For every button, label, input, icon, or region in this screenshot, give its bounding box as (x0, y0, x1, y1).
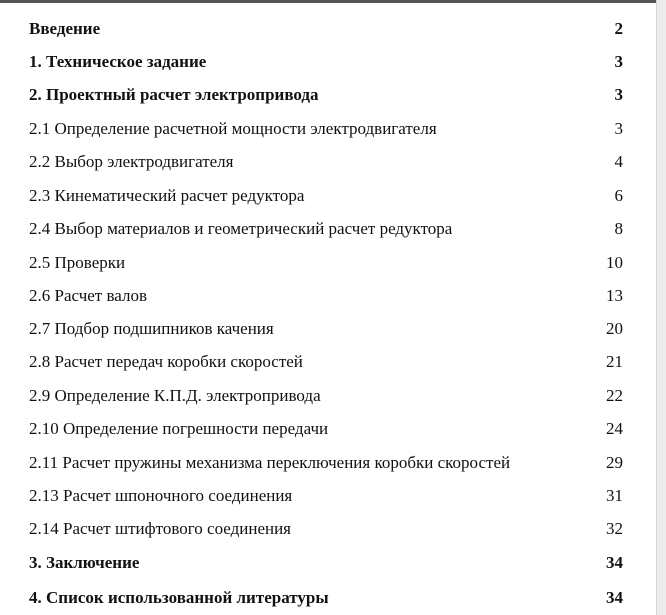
toc-entry-page: 20 (606, 319, 623, 338)
toc-entry[interactable] (29, 450, 623, 476)
toc-entry-title: 4. Список использованной литературы (29, 588, 329, 607)
toc-entry[interactable] (29, 82, 623, 108)
toc-entry[interactable] (29, 416, 623, 442)
toc-entry-title: 2. Проектный расчет электропривода (29, 85, 319, 104)
toc-entry[interactable] (29, 183, 623, 209)
toc-entry[interactable] (29, 316, 623, 342)
toc-entry-title: 2.13 Расчет шпоночного соединения (29, 486, 293, 505)
toc-entry-title: 2.1 Определение расчетной мощности электродвигателя (29, 119, 437, 138)
toc-entry-page: 21 (606, 352, 623, 371)
toc-entry-page: 8 (614, 219, 623, 238)
toc-entry-page: 34 (606, 588, 623, 607)
toc-entry-page: 13 (606, 286, 623, 305)
toc-entry-title: 2.10 Определение погрешности передачи (29, 419, 329, 438)
toc-entry[interactable] (29, 550, 623, 576)
toc-entry[interactable] (29, 250, 623, 276)
toc-entry-page: 24 (606, 419, 623, 438)
toc-entry-page: 3 (614, 52, 623, 71)
toc-entry-title: 2.14 Расчет штифтового соединения (29, 519, 292, 538)
toc-entry-page: 31 (606, 486, 623, 505)
toc-entry[interactable] (29, 283, 623, 309)
toc-entry-page: 10 (606, 253, 623, 272)
toc-entry-title: 3. Заключение (29, 553, 140, 572)
toc-entry[interactable] (29, 349, 623, 375)
toc-entry[interactable] (29, 16, 623, 42)
toc-entry[interactable] (29, 216, 623, 242)
toc-entry-page: 34 (606, 553, 623, 572)
toc-entry-title: 1. Техническое задание (29, 52, 207, 71)
toc-entry[interactable] (29, 49, 623, 75)
toc-entry[interactable] (29, 483, 623, 509)
toc-entry-page: 22 (606, 386, 623, 405)
toc-entry-page: 3 (614, 119, 623, 138)
toc-entry-title: 2.6 Расчет валов (29, 286, 147, 305)
toc-entry[interactable] (29, 516, 623, 542)
toc-entry-title: Введение (29, 19, 101, 38)
toc-entry-title: 2.4 Выбор материалов и геометрический расчет редуктора (29, 219, 453, 238)
toc-entry[interactable] (29, 585, 623, 611)
page-right-edge (656, 0, 666, 615)
toc-entry-title: 2.2 Выбор электродвигателя (29, 152, 234, 171)
toc-entry-page: 29 (606, 453, 623, 472)
toc-entry-page: 6 (614, 186, 623, 205)
toc-entry-title: 2.8 Расчет передач коробки скоростей (29, 352, 303, 371)
toc-entry[interactable] (29, 149, 623, 175)
toc-entry[interactable] (29, 116, 623, 142)
toc-entry-page: 4 (614, 152, 623, 171)
toc-entry-title: 2.3 Кинематический расчет редуктора (29, 186, 305, 205)
toc-entry-title: 2.9 Определение К.П.Д. электропривода (29, 386, 321, 405)
toc-entry-page: 2 (614, 19, 623, 38)
viewer-top-border (0, 0, 656, 3)
toc-entry-title: 2.7 Подбор подшипников качения (29, 319, 274, 338)
toc-entry[interactable] (29, 383, 623, 409)
toc-entry-page: 32 (606, 519, 623, 538)
toc-entry-title: 2.5 Проверки (29, 253, 126, 272)
toc-entry-title: 2.11 Расчет пружины механизма переключения коробки скоростей (29, 453, 511, 472)
toc-entry-page: 3 (614, 85, 623, 104)
